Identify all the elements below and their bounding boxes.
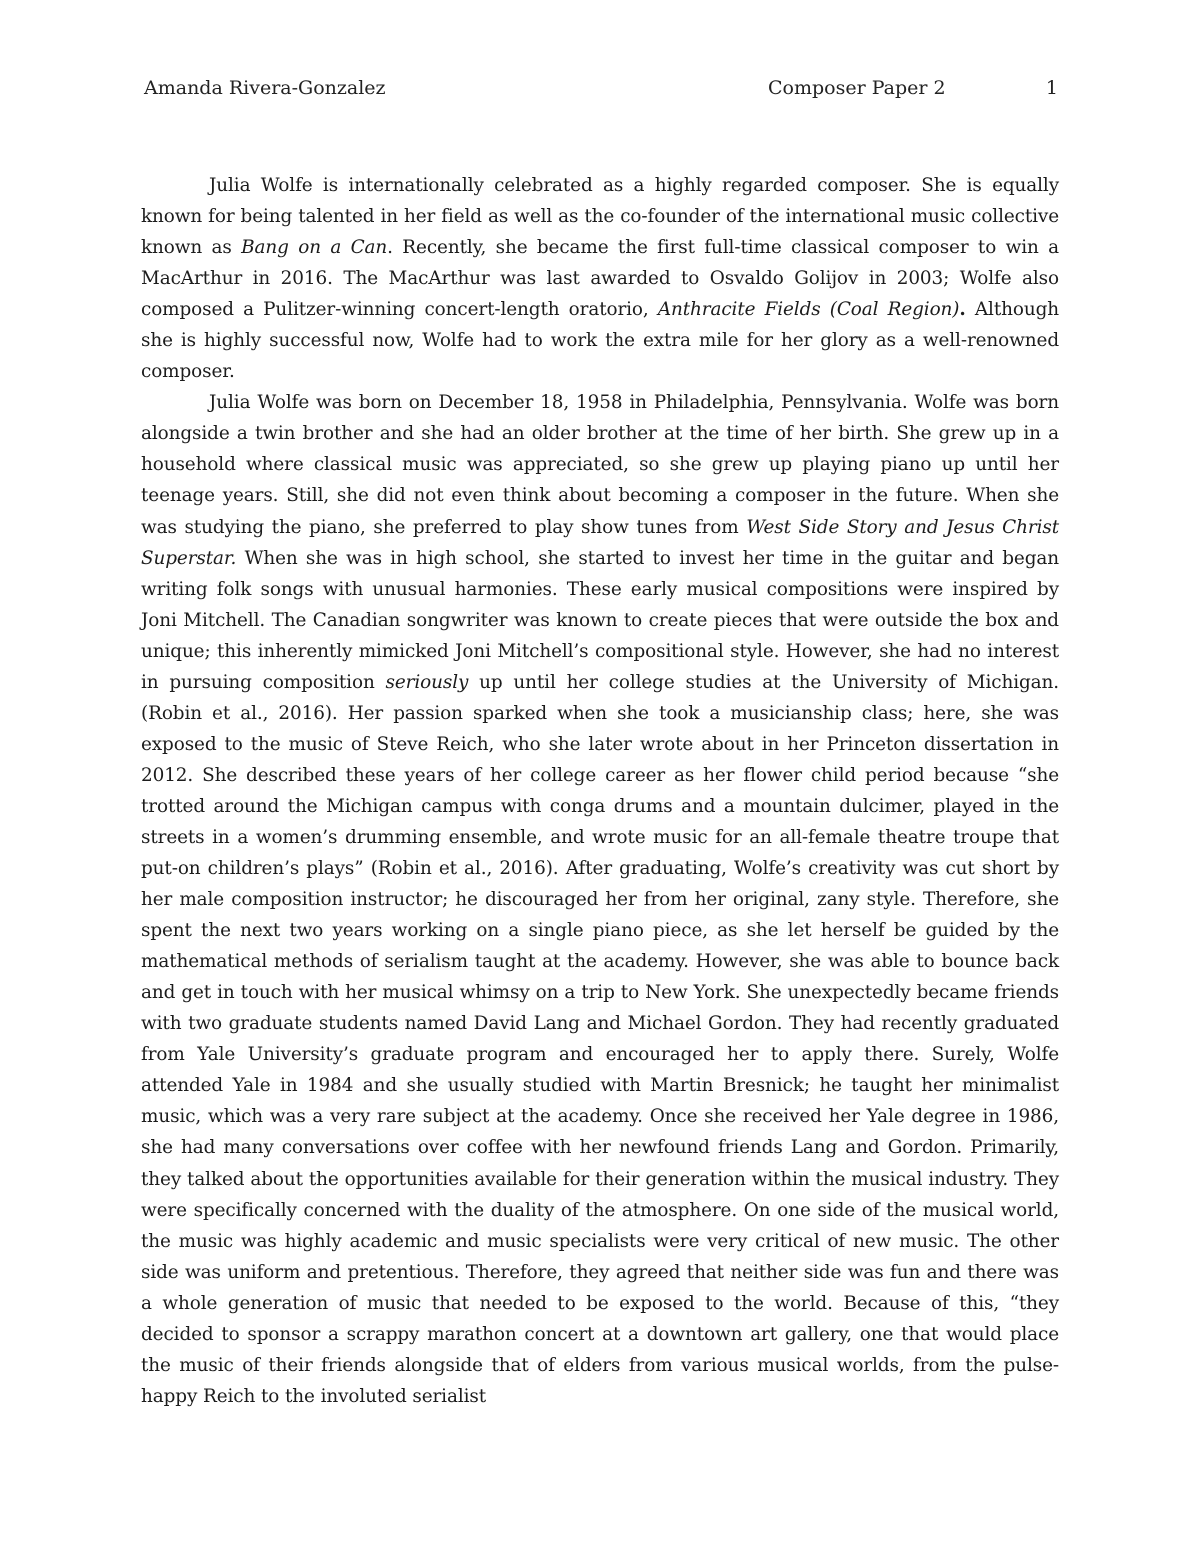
paragraph-1 bbox=[141, 170, 1059, 387]
paragraph-1-text: . Recently, she became the first full-time classical composer to win a MacArthur in 2016. The MacArthur was last awarded to Osvaldo Golijov in 2003; Wolfe also composed a Pulitzer-winning concert-length oratorio, bbox=[141, 237, 1059, 321]
paragraph-1-text: Although she is highly successful now, Wolfe had to work the extra mile for her glory as a well-renowned composer. bbox=[141, 299, 1059, 383]
header-page-number: 1 bbox=[1045, 77, 1058, 99]
paragraph-2-italic-musicals: West Side Story and Jesus Christ Superstar. bbox=[141, 516, 1059, 569]
paragraph-1-italic-bang-on-a-can: Bang on a Can bbox=[241, 237, 388, 259]
paragraph-1-text: Julia Wolfe is internationally celebrated as a highly regarded composer. She is equally known for being talented in her field as well as the co-founder of the international music collective known as bbox=[141, 175, 1059, 259]
paragraph-2 bbox=[141, 387, 1059, 1412]
page-header bbox=[144, 74, 1058, 102]
paragraph-2-text: When she was in high school, she started to invest her time in the guitar and began writing folk songs with unusual harmonies. These early musical compositions were inspired by Joni Mitchell. The Canadian songwriter was known to create pieces that were outside the box and unique; this inherently mimicked Joni Mitchell’s compositional style. However, she had no interest in pursuing composition bbox=[141, 547, 1059, 693]
paragraph-1-bold-period: . bbox=[959, 299, 966, 321]
paragraph-1-italic-anthracite-fields: Anthracite Fields (Coal Region) bbox=[657, 299, 960, 321]
paragraph-2-text: Julia Wolfe was born on December 18, 1958 in Philadelphia, Pennsylvania. Wolfe was born alongside a twin brother and she had an older brother at the time of her birth. She grew up in a household where classical music was appreciated, so she grew up playing piano up until her teenage years. Still, she did not even think about becoming a composer in the future. When she was studying the piano, she preferred to play show tunes from bbox=[141, 392, 1059, 538]
header-title: Composer Paper 2 bbox=[768, 77, 946, 99]
document-body bbox=[141, 170, 1059, 1412]
header-author: Amanda Rivera-Gonzalez bbox=[144, 77, 386, 99]
paragraph-2-text: up until her college studies at the University of Michigan. (Robin et al., 2016). Her passion sparked when she took a musicianship class; here, she was exposed to the music of Steve Reich, who she later wrote about in her Princeton dissertation in 2012. She described these years of her college career as her flower child period because “she trotted around the Michigan campus with conga drums and a mountain dulcimer, played in the streets in a women’s drumming ensemble, and wrote music for an all-female theatre troupe that put-on children’s plays” (Robin et al., 2016). After graduating, Wolfe’s creativity was cut short by her male composition instructor; he discouraged her from her original, zany style. Therefore, she spent the next two years working on a single piano piece, as she let herself be guided by the mathematical methods of serialism taught at the academy. However, she was able to bounce back and get in touch with her musical whimsy on a trip to New York. She unexpectedly became friends with two graduate students named David Lang and Michael Gordon. They had recently graduated from Yale University’s graduate program and encouraged her to apply there. Surely, Wolfe attended Yale in 1984 and she usually studied with Martin Bresnick; he taught her minimalist music, which was a very rare subject at the academy. Once she received her Yale degree in 1986, she had many conversations over coffee with her newfound friends Lang and Gordon. Primarily, they talked about the opportunities available for their generation within the musical industry. They were specifically concerned with the duality of the atmosphere. On one side of the musical world, the music was highly academic and music specialists were very critical of new music. The other side was uniform and pretentious. Therefore, they agreed that neither side was fun and there was a whole generation of music that needed to be exposed to the world. Because of this, “they decided to sponsor a scrappy marathon concert at a downtown art gallery, one that would place the music of their friends alongside that of elders from various musical worlds, from the pulse-happy Reich to the involuted serialist bbox=[141, 671, 1060, 1407]
paragraph-2-italic-seriously: seriously bbox=[385, 671, 469, 693]
